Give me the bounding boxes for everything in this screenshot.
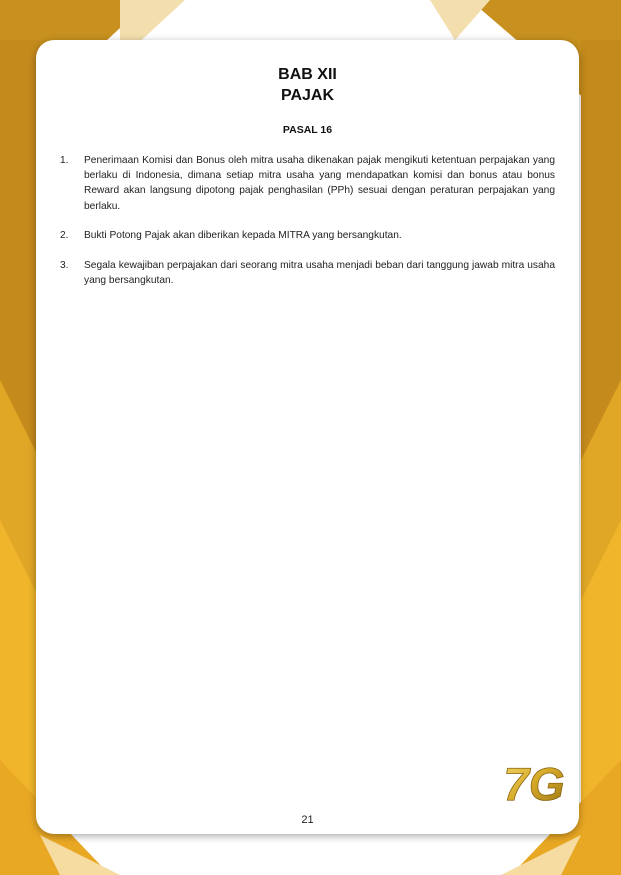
chapter-number: BAB XII xyxy=(278,66,337,83)
item-text: Penerimaan Komisi dan Bonus oleh mitra usaha dikenakan pajak mengikuti ketentuan perpajakan yang berlaku di Indonesia, dimana setiap mitra usaha yang mendapatkan komisi dan bonus atau bonus Reward akan langsung dipotong pajak penghasilan (PPh) sesuai dengan peraturan perpajakan yang berlaku. xyxy=(84,155,555,212)
chapter-title: PAJAK xyxy=(280,87,335,104)
item-number: 2. xyxy=(60,230,69,241)
item-text: Bukti Potong Pajak akan diberikan kepada MITRA yang bersangkutan. xyxy=(84,230,402,241)
section-title: PASAL 16 xyxy=(282,124,333,136)
item-text: Segala kewajiban perpajakan dari seorang mitra usaha menjadi beban dari tanggung jawab mitra usaha yang bersangkutan. xyxy=(84,260,555,287)
page-card xyxy=(36,40,579,834)
page-number: 21 xyxy=(301,814,314,826)
company-logo xyxy=(502,752,566,810)
list-item xyxy=(60,258,555,288)
item-number: 3. xyxy=(60,260,69,271)
list-item xyxy=(60,228,555,243)
item-number: 1. xyxy=(60,155,69,166)
list-item xyxy=(60,153,555,214)
logo-text: 7G xyxy=(503,758,565,810)
